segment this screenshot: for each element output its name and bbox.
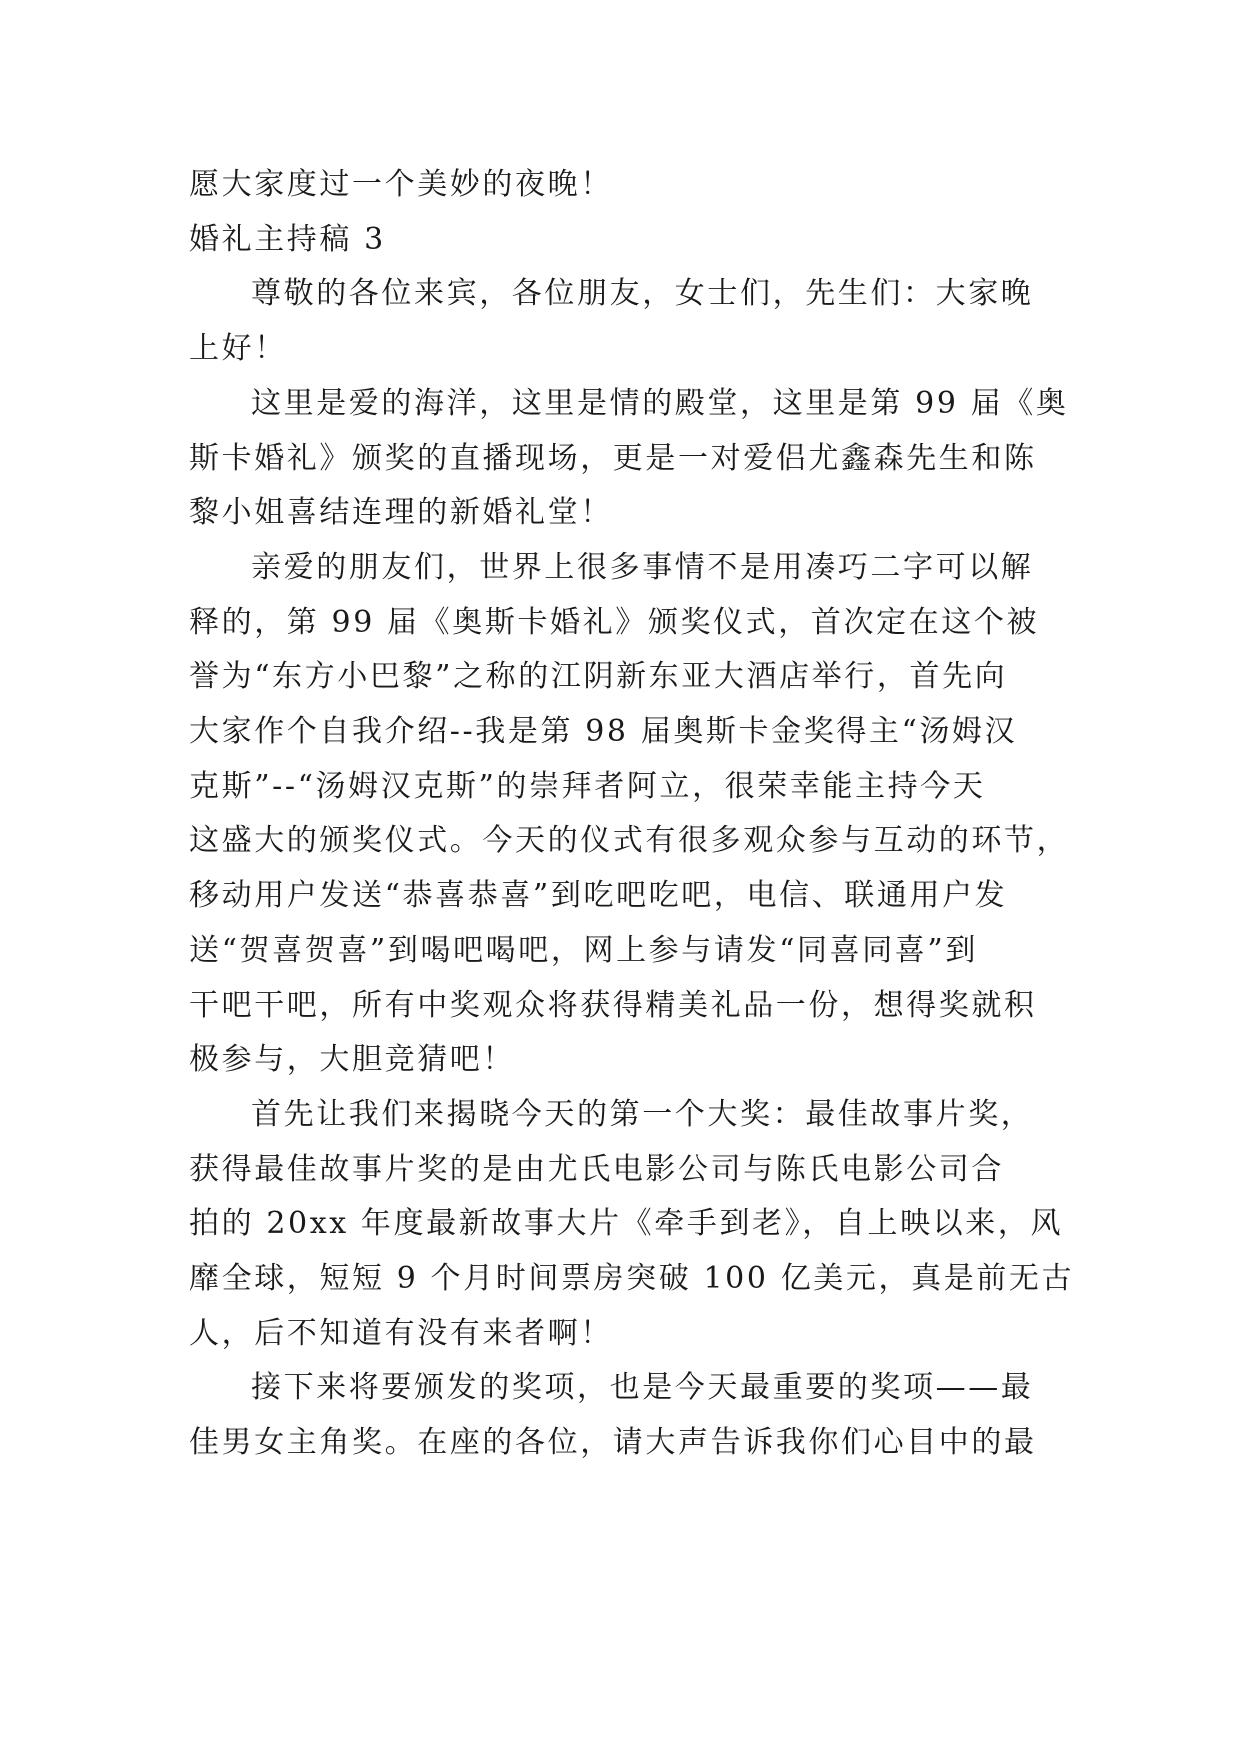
text-line: 靡全球，短短 9 个月时间票房突破 100 亿美元，真是前无古 xyxy=(189,1261,1075,1297)
text-line: 亲爱的朋友们，世界上很多事情不是用凑巧二字可以解 xyxy=(251,549,1034,585)
text-line: 佳男女主角奖。在座的各位，请大声告诉我你们心目中的最 xyxy=(189,1425,1037,1461)
section-heading: 婚礼主持稿 3 xyxy=(189,221,386,257)
text-line: 人，后不知道有没有来者啊！ xyxy=(189,1315,613,1351)
text-line: 极参与，大胆竞猜吧！ xyxy=(189,1042,515,1078)
text-line: 尊敬的各位来宾，各位朋友，女士们，先生们：大家晚 xyxy=(251,276,1034,312)
text-line: 这盛大的颁奖仪式。今天的仪式有很多观众参与互动的环节， xyxy=(189,823,1070,859)
text-line: 送“贺喜贺喜”到喝吧喝吧，网上参与请发“同喜同喜”到 xyxy=(189,932,978,968)
text-line: 释的，第 99 届《奥斯卡婚礼》颁奖仪式，首次定在这个被 xyxy=(189,604,1040,640)
text-line: 大家作个自我介绍--我是第 98 届奥斯卡金奖得主“汤姆汉 xyxy=(189,714,1018,750)
document-body xyxy=(189,158,1075,1471)
text-line: 克斯”--“汤姆汉克斯”的崇拜者阿立，很荣幸能主持今天 xyxy=(189,768,986,804)
closing-line: 愿大家度过一个美妙的夜晚！ xyxy=(189,167,613,202)
text-line: 移动用户发送“恭喜恭喜”到吃吧吃吧，电信、联通用户发 xyxy=(189,878,1008,914)
paragraph-introduction xyxy=(189,541,1070,1088)
text-line: 干吧干吧，所有中奖观众将获得精美礼品一份，想得奖就积 xyxy=(189,987,1037,1023)
text-line: 上好！ xyxy=(189,331,287,367)
text-line: 获得最佳故事片奖的是由尤氏电影公司与陈氏电影公司合 xyxy=(189,1151,1004,1187)
paragraph-greeting xyxy=(189,267,1049,376)
text-line: 黎小姐喜结连理的新婚礼堂！ xyxy=(189,495,613,531)
text-line: 这里是爱的海洋，这里是情的殿堂，这里是第 99 届《奥 xyxy=(251,385,1069,421)
text-line: 拍的 20xx 年度最新故事大片《牵手到老》，自上映以来，风 xyxy=(189,1206,1064,1242)
paragraph-best-actor-award xyxy=(189,1361,1049,1470)
text-line: 接下来将要颁发的奖项，也是今天最重要的奖项——最 xyxy=(251,1370,1034,1406)
text-line: 首先让我们来揭晓今天的第一个大奖：最佳故事片奖， xyxy=(251,1096,1034,1132)
paragraph-best-film-award xyxy=(189,1088,1075,1362)
paragraph-venue xyxy=(189,377,1069,541)
text-line: 誉为“东方小巴黎”之称的江阴新东亚大酒店举行，首先向 xyxy=(189,659,1008,695)
text-line: 斯卡婚礼》颁奖的直播现场，更是一对爱侣尤鑫森先生和陈 xyxy=(189,440,1037,476)
